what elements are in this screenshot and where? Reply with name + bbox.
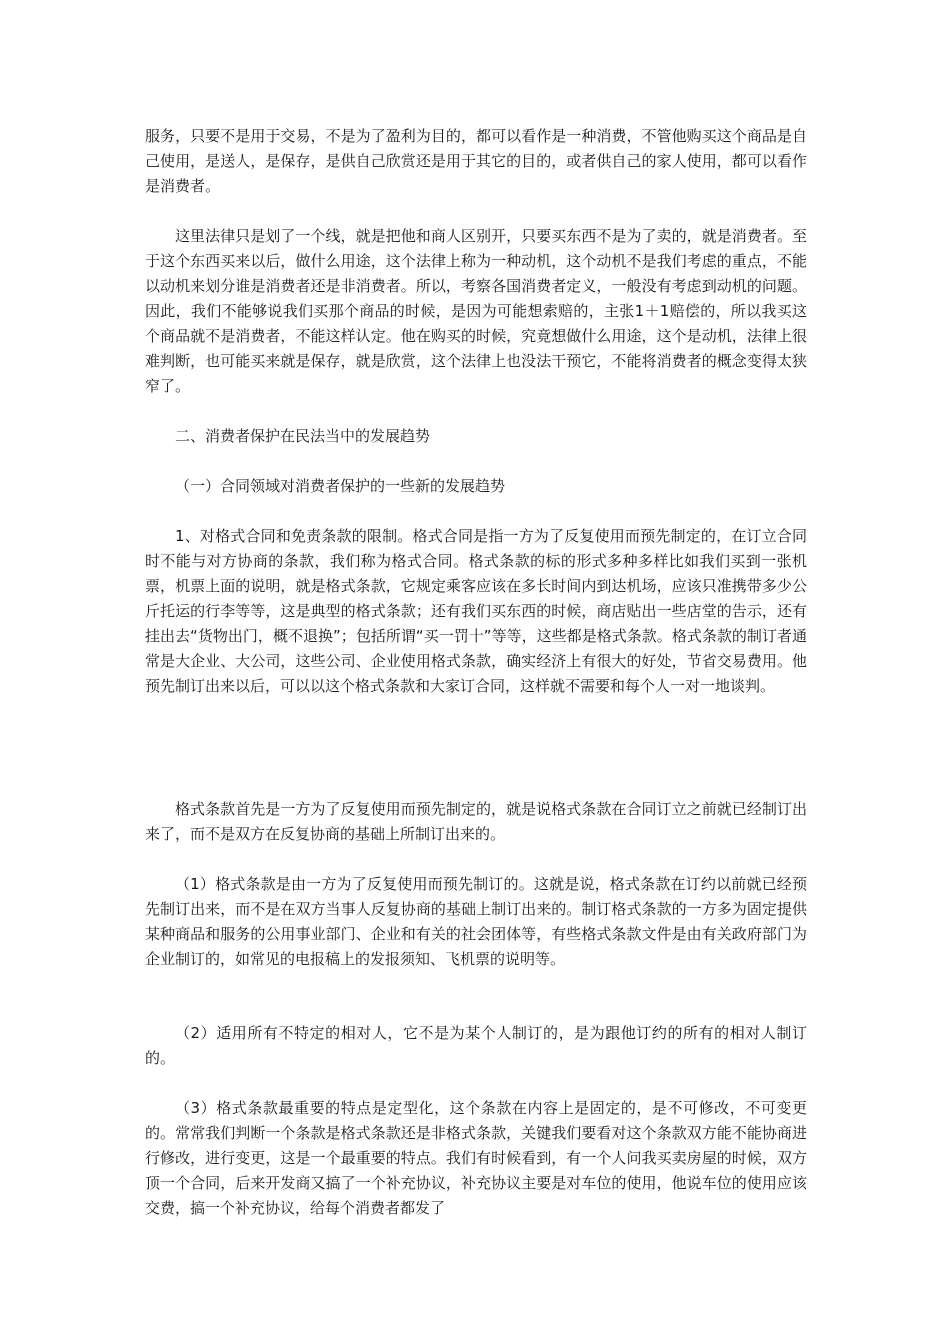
paragraph-point-1: （1）格式条款是由一方为了反复使用而预先制订的。这就是说，格式条款在订约以前就已经预先制订出来，而不是在双方当事人反复协商的基础上制订出来的。制订格式条款的一方多为固定提供某种商品和服务的公用事业部门、企业和有关的社会团体等，有些格式条款文件是由有关政府部门为企业制订的，如常见的电报稿上的发报须知、飞机票的说明等。 — [145, 875, 807, 968]
paragraph-point-3: （3）格式条款最重要的特点是定型化，这个条款在内容上是固定的，是不可修改，不可变更的。常常我们判断一个条款是格式条款还是非格式条款，关键我们要看对这个条款双方能不能协商进行修改，进行变更，这是一个最重要的特点。我们有时候看到，有一个人问我买卖房屋的时候，双方顶一个合同，后来开发商又搞了一个补充协议，补充协议主要是对车位的使用，他说车位的使用应该交费，搞一个补充协议，给每个消费者都发了 — [145, 1099, 807, 1217]
paragraph-point-2: （2）适用所有不特定的相对人，它不是为某个人制订的，是为跟他订约的所有的相对人制订的。 — [145, 1024, 807, 1067]
paragraph-format-contract: 1、对格式合同和免责条款的限制。格式合同是指一方为了反复使用而预先制定的，在订立合同时不能与对方协商的条款，我们称为格式合同。格式条款的标的形式多种多样比如我们买到一张机票，机票上面的说明，就是格式条款，它规定乘客应该在多长时间内到达机场，应该只准携带多少公斤托运的行李等等，这是典型的格式条款；还有我们买东西的时候，商店贴出一些店堂的告示，还有挂出去“货物出门，概不退换”；包括所谓“买一罚十”等等，这些都是格式条款。格式条款的制订者通常是大企业、大公司，这些公司、企业使用格式条款，确实经济上有很大的好处，节省交易费用。他预先制订出来以后，可以以这个格式条款和大家订合同，这样就不需要和每个人一对一地谈判。 — [145, 527, 807, 695]
subsection-heading: （一）合同领域对消费者保护的一些新的发展趋势 — [175, 477, 506, 495]
paragraph-consumer-definition: 服务，只要不是用于交易，不是为了盈利为目的，都可以看作是一种消费，不管他购买这个商品是自己使用，是送人，是保存，是供自己欣赏还是用于其它的目的，或者供自己的家人使用，都可以看作是消费者。 — [145, 127, 807, 195]
paragraph-law-line: 这里法律只是划了一个线，就是把他和商人区别开，只要买东西不是为了卖的，就是消费者。至于这个东西买来以后，做什么用途，这个法律上称为一种动机，这个动机不是我们考虑的重点，不能以动机来划分谁是消费者还是非消费者。所以，考察各国消费者定义，一般没有考虑到动机的问题。因此，我们不能够说我们买那个商品的时候，是因为可能想索赔的，主张1＋1赔偿的，所以我买这个商品就不是消费者，不能这样认定。他在购买的时候，究竟想做什么用途，这个是动机，法律上很难判断，也可能买来就是保存，就是欣赏，这个法律上也没法干预它，不能将消费者的概念变得太狭窄了。 — [145, 227, 807, 395]
paragraph-format-clause-intro: 格式条款首先是一方为了反复使用而预先制定的，就是说格式条款在合同订立之前就已经制订出来了，而不是双方在反复协商的基础上所制订出来的。 — [145, 800, 807, 843]
section-heading: 二、消费者保护在民法当中的发展趋势 — [175, 427, 431, 445]
